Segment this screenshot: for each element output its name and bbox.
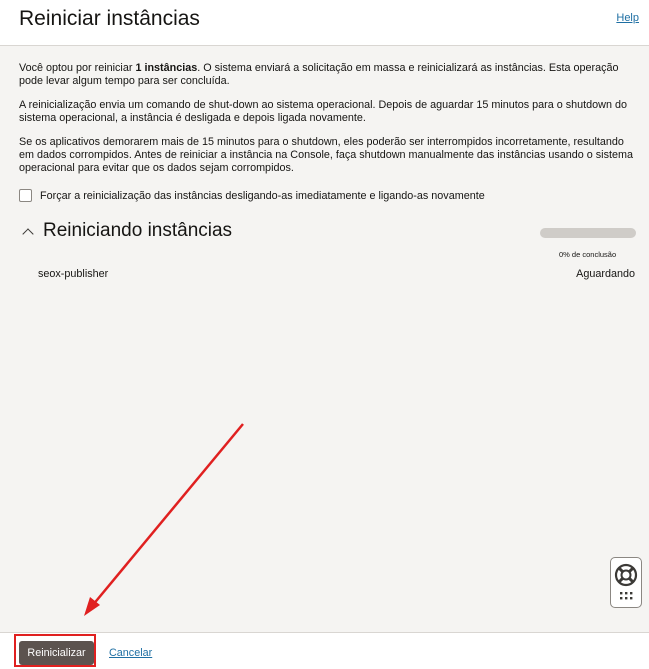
force-reboot-option[interactable] (19, 189, 485, 202)
page-title: Reiniciar instâncias (19, 7, 200, 30)
dialog-footer (0, 632, 649, 669)
intro-paragraph (19, 62, 636, 87)
grid-dots-icon (620, 592, 632, 599)
shutdown-paragraph: A reinicialização envia um comando de shut-down ao sistema operacional. Depois de aguardar 15 minutos para o shutdown do sistema operacional, a instância é desligada e depois ligada novamente. (19, 99, 627, 124)
intro-prefix: Você optou por reiniciar (19, 62, 136, 74)
instance-name: seox-publisher (38, 268, 109, 280)
instance-status: Aguardando (576, 268, 635, 280)
dialog-header (0, 0, 649, 46)
chevron-up-icon[interactable] (22, 228, 33, 239)
progress-section-header (24, 220, 232, 242)
help-link[interactable]: Help (616, 12, 639, 24)
intro-suffix: . O sistema enviará a solicitação em massa e reinicializará as instâncias. Esta operação pode levar algum tempo para ser concluída. (19, 62, 619, 87)
force-reboot-checkbox[interactable] (19, 189, 32, 202)
warning-paragraph: Se os aplicativos demorarem mais de 15 minutos para o shutdown, eles poderão ser interrompidos incorretamente, resultando em dados corrompidos. Antes de reiniciar a instância na Console, faça shutdown manualmente das instâncias usando o sistema operacional para evitar que os dados sejam corrompidos. (19, 136, 633, 174)
force-reboot-label: Forçar a reinicialização das instâncias desligando-as imediatamente e ligando-as novamente (40, 189, 485, 202)
dialog-body (19, 62, 636, 186)
progress-section-title: Reiniciando instâncias (43, 220, 233, 241)
instance-count: 1 instâncias (135, 62, 198, 74)
lifebuoy-icon (611, 558, 641, 607)
reboot-button[interactable]: Reinicializar (19, 641, 94, 665)
progress-label: 0% de conclusão (559, 250, 617, 259)
cancel-link[interactable]: Cancelar (109, 647, 153, 659)
progress-bar (540, 228, 636, 238)
help-widget-button[interactable] (610, 557, 642, 608)
